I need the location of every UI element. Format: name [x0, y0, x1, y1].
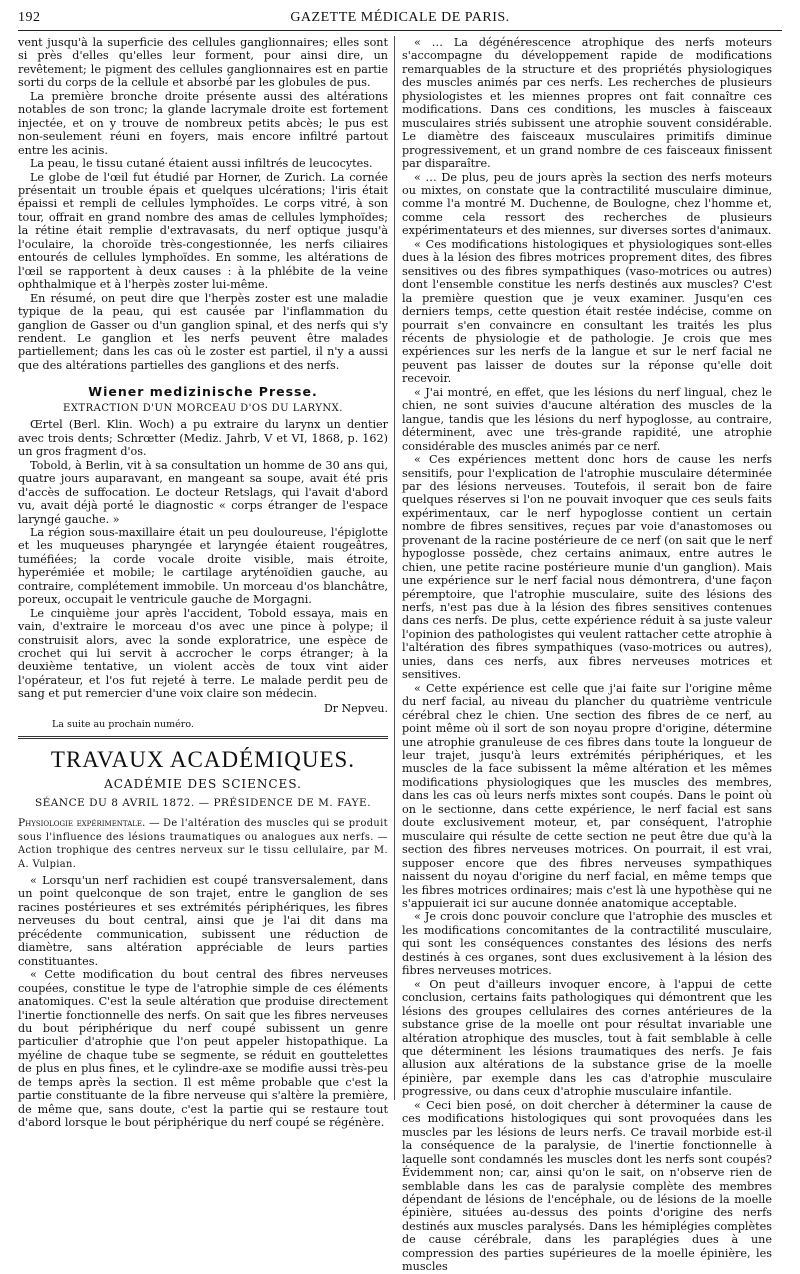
paragraph: Œrtel (Berl. Klin. Woch) a pu extraire du larynx un dentier avec trois dents; Schrœtter (Mediz. Jahrb, V et VI, 1868, p. 162) un gros fragment d'os.	[18, 418, 388, 459]
paragraph: « … La dégénérescence atrophique des nerfs moteurs s'accompagne du développement rapide de modifications remarquables de la structure et des propriétés physiologiques des muscles animés par ces nerfs. Les recherches de plusieurs physiologistes et les miennes propres ont fait connaître ces modifications. Dans ces conditions, les muscles à faisceaux musculaires striés subissent une atrophie souvent considérable. Le diamètre des faisceaux musculaires primitifs diminue progressivement, et un grand nombre de ces faisceaux finissent par disparaître.	[402, 36, 772, 171]
left-column	[18, 36, 388, 1130]
paragraph: « Je crois donc pouvoir conclure que l'atrophie des muscles et les modifications concomitantes de la contractilité musculaire, qui sont les conséquences constantes des lésions des nerfs destinés à ces organes, sont dues exclusivement à la lésion des fibres nerveuses motrices.	[402, 910, 772, 978]
section-rule	[18, 736, 388, 739]
newspaper-page	[18, 10, 782, 1274]
section-heading-wiener: Wiener medizinische Presse.	[88, 384, 318, 400]
paragraph: vent jusqu'à la superficie des cellules ganglionnaires; elles sont si près d'elles qu'elles leur forment, pour ainsi dire, un revêtement; le pigment des cellules ganglionnaires est en partie sorti du corps de la cellule et absorbé par les globules de pus.	[18, 36, 388, 90]
paragraph: « Cette expérience est celle que j'ai faite sur l'origine même du nerf facial, au niveau du plancher du quatrième ventricule cérébral chez le chien. Une section des fibres de ce nerf, au point même où il sort de son noyau propre d'origine, détermine une atrophie granuleuse de ces fibres dans toute la longueur de leur trajet, jusqu'à leurs extrémités périphériques, et les muscles de la face subissent la même altération et les mêmes modifications physiologiques que les muscles des membres, dans les cas où leurs nerfs mixtes sont coupés. Dans le point où on le sectionne, dans cette expérience, le nerf facial est sans doute exclusivement moteur, et, par conséquent, l'atrophie musculaire qui résulte de cette section ne peut être due qu'à la section des fibres nerveuses motrices. On pourrait, il est vrai, supposer encore que des fibres nerveuses sympathiques naissent du noyau d'origine du nerf facial, en même temps que les fibres motrices ordinaires; mais c'est là une hypothèse qui ne s'appuierait ici sur aucune donnée anatomique acceptable.	[402, 681, 772, 910]
journal-title: GAZETTE MÉDICALE DE PARIS.	[290, 10, 510, 25]
paragraph: Le globe de l'œil fut étudié par Horner, de Zurich. La cornée présentait un trouble épais et quelques ulcérations; l'iris était épaissi et rempli de cellules lymphoïdes. Le corps vitré, à son tour, offrait en grand nombre des amas de cellules lymphoïdes; la rétine était remplie d'extravasats, du nerf optique jusqu'à l'oculaire, la choroïde très-congestionnée, les nerfs ciliaires entourés de cellules lymphoïdes. En somme, les altérations de l'œil se rapportent à deux causes : à la phlébite de la veine ophthalmique et à l'herpès zoster lui-même.	[18, 170, 388, 292]
article-subtitle: EXTRACTION D'UN MORCEAU D'OS DU LARYNX.	[63, 403, 343, 415]
paragraph: La peau, le tissu cutané étaient aussi infiltrés de leucocytes.	[30, 157, 373, 171]
paragraph: Tobold, à Berlin, vit à sa consultation un homme de 30 ans qui, quatre jours auparavant, en mangeant sa soupe, avait été pris d'accès de suffocation. Le docteur Retslags, qui l'avait d'abord vu, avait déjà porté le diagnostic « corps étranger de l'espace laryngé gauche. »	[18, 458, 388, 526]
right-column	[402, 36, 772, 1274]
author-signature: Dr Nepveu.	[323, 701, 388, 715]
paragraph: « On peut d'ailleurs invoquer encore, à l'appui de cette conclusion, certains faits pathologiques qui démontrent que les lésions des groupes cellulaires des cornes antérieures de la substance grise de la moelle ont pour résultat invariable une altération atrophique des muscles, tout à fait semblable à celle que déterminent les lésions traumatiques des nerfs. Je fais allusion aux altérations de la substance grise de la moelle épinière, par exemple dans les cas d'atrophie musculaire progressive, ou dans ceux d'atrophie musculaire infantile.	[402, 977, 772, 1099]
paragraph: « Lorsqu'un nerf rachidien est coupé transversalement, dans un point quelconque de son trajet, entre le ganglion de ses racines postérieures et ses extrémités périphériques, les fibres nerveuses du bout central, ainsi que je l'ai dit dans ma précédente communication, subissent une réduction de diamètre, sans altération appréciable de leurs parties constituantes.	[18, 874, 388, 968]
communication-title	[18, 817, 388, 872]
paragraph: Le cinquième jour après l'accident, Tobold essaya, mais en vain, d'extraire le morceau d'os avec une pince à polype; il construisit alors, avec la sonde exploratrice, une espèce de crochet qui lui servit à accrocher le corps étranger; à la deuxième tentative, un violent accès de toux vint aider l'opérateur, et l'os fut rejeté à terre. Le malade perdit peu de sang et put remercier d'une voix claire son médecin.	[18, 606, 388, 701]
rubric-label: Physiologie expérimentale. —	[18, 816, 164, 829]
paragraph: « J'ai montré, en effet, que les lésions du nerf lingual, chez le chien, ne sont suivies d'aucune altération des muscles de la langue, tandis que les lésions du nerf hypoglosse, au contraire, déterminent, avec une très-grande rapidité, une atrophie considérable des muscles animés par ce nerf.	[402, 385, 772, 453]
paragraph: « … De plus, peu de jours après la section des nerfs moteurs ou mixtes, on constate que la contractilité musculaire diminue, comme l'a montré M. Duchenne, de Boulogne, chez l'homme et, comme cela ressort des recherches de plusieurs expérimentateurs et des miennes, sur diverses sortes d'animaux.	[402, 170, 772, 238]
paragraph: « Ceci bien posé, on doit chercher à déterminer la cause de ces modifications histologiques qui sont provoquées dans les muscles par les lésions de leurs nerfs. Ce travail morbide est-il la conséquence de la paralysie, de l'inertie fonctionnelle à laquelle sont condamnés les muscles dont les nerfs sont coupés? Évidemment non; car, ainsi qu'on le sait, on n'observe rien de semblable dans les cas de paralysie complète des membres dépendant de lésions de l'encéphale, ou de lésions de la moelle épinière, situées au-dessus des points d'origine des nerfs destinés aux muscles paralysés. Dans les hémiplégies complètes de cause cérébrale, dans les paraplégies dues à une compression des parties supérieures de la moelle épinière, les muscles	[402, 1098, 772, 1274]
paragraph: La région sous-maxillaire était un peu douloureuse, l'épiglotte et les muqueuses pharyngée et laryngée étaient rougeâtres, tuméfiées; la corde vocale droite visible, mais étroite, hyperémiée et mobile; le cartilage aryténoïdien gauche, au contraire, complétement immobile. Un morceau d'os blanchâtre, poreux, occupait le ventricule gauche de Morgagni.	[18, 525, 388, 607]
page-number: 192	[18, 10, 41, 25]
paragraph: En résumé, on peut dire que l'herpès zoster est une maladie typique de la peau, qui est causée par l'inflammation du ganglion de Gasser ou d'un ganglion spinal, et des nerfs qui s'y rendent. Le ganglion et les nerfs peuvent être malades partiellement; dans les cas où le zoster est partiel, il n'y a aussi que des altérations partielles des ganglions et des nerfs.	[18, 291, 388, 372]
paragraph: « Cette modification du bout central des fibres nerveuses coupées, constitue le type de l'atrophie simple de ces éléments anatomiques. C'est la seule altération que produise directement l'inertie fonctionnelle des nerfs. On sait que les fibres nerveuses du bout périphérique du nerf coupé subissent un genre particulier d'atrophie que l'on peut appeler histopathique. La myéline de chaque tube se segmente, se réduit en gouttelettes de plus en plus fines, et le cylindre-axe se modifie aussi très-peu de temps après la section. Il est même probable que c'est la partie constituante de la fibre nerveuse qui s'altère la première, de même que, sans doute, c'est la partie qui se restaure tout d'abord lorsque le bout périphérique du nerf coupé se régénère.	[18, 968, 388, 1130]
paragraph: La première bronche droite présente aussi des altérations notables de son tronc; la glande lacrymale droite est fortement injectée, et on y trouve de nombreux petits abcès; le pus est non-seulement réuni en foyers, mais encore infiltré partout entre les acinis.	[18, 89, 388, 157]
session-line: SÉANCE DU 8 AVRIL 1872. — PRÉSIDENCE DE M. FAYE.	[34, 796, 372, 809]
section-title: TRAVAUX ACADÉMIQUES.	[50, 746, 356, 772]
continued-note: La suite au prochain numéro.	[52, 718, 194, 730]
academy-heading: ACADÉMIE DES SCIENCES.	[104, 776, 302, 791]
column-divider	[394, 36, 395, 1100]
paragraph: « Ces expériences mettent donc hors de cause les nerfs sensitifs, pour l'explication de l'atrophie musculaire déterminée par des lésions nerveuses. Toutefois, il serait bon de faire quelques réserves si l'on ne pouvait invoquer que ces seuls faits expérimentaux, car le nerf hypoglosse contient un certain nombre de fibres sensitives, reçues par voie d'anastomoses ou provenant de la racine postérieure de ce nerf (on sait que le nerf hypoglosse possède, chez certains animaux, entre autres le chien, une petite racine postérieure munie d'un ganglion). Mais une expérience sur le nerf facial nous démontrera, d'une façon péremptoire, que l'atrophie musculaire, suite des lésions des nerfs, n'est pas due à la lésion des fibres sensitives contenues dans ces nerfs. De plus, cette expérience réduit à sa juste valeur l'opinion des pathologistes qui veulent rattacher cette atrophie à l'altération des fibres sympathiques (vaso-motrices ou autres), unies, dans ces nerfs, aux fibres nerveuses motrices et sensitives.	[402, 453, 772, 682]
columns	[18, 36, 782, 1274]
paragraph: « Ces modifications histologiques et physiologiques sont-elles dues à la lésion des fibres motrices proprement dites, des fibres sensitives ou des fibres sympathiques (vaso-motrices ou autres) dont l'ensemble constitue les nerfs destinés aux muscles? C'est la première question que je veux examiner. Jusqu'en ces derniers temps, cette question était restée indécise, comme on pourrait s'en convaincre en consultant les traités les plus récents de physiologie et de pathologie. Je crois que mes expériences sur les nerfs de la langue et sur le nerf facial ne peuvent pas laisser de doutes sur la réponse qu'elle doit recevoir.	[402, 237, 772, 386]
communication-subject: De l'altération des muscles qui se produit sous l'influence des lésions traumatiques ou analogues aux nerfs. — Action trophique des centres nerveux sur le tissu cellulaire, par M. A. Vulpian.	[18, 817, 388, 871]
page-header	[18, 10, 782, 31]
